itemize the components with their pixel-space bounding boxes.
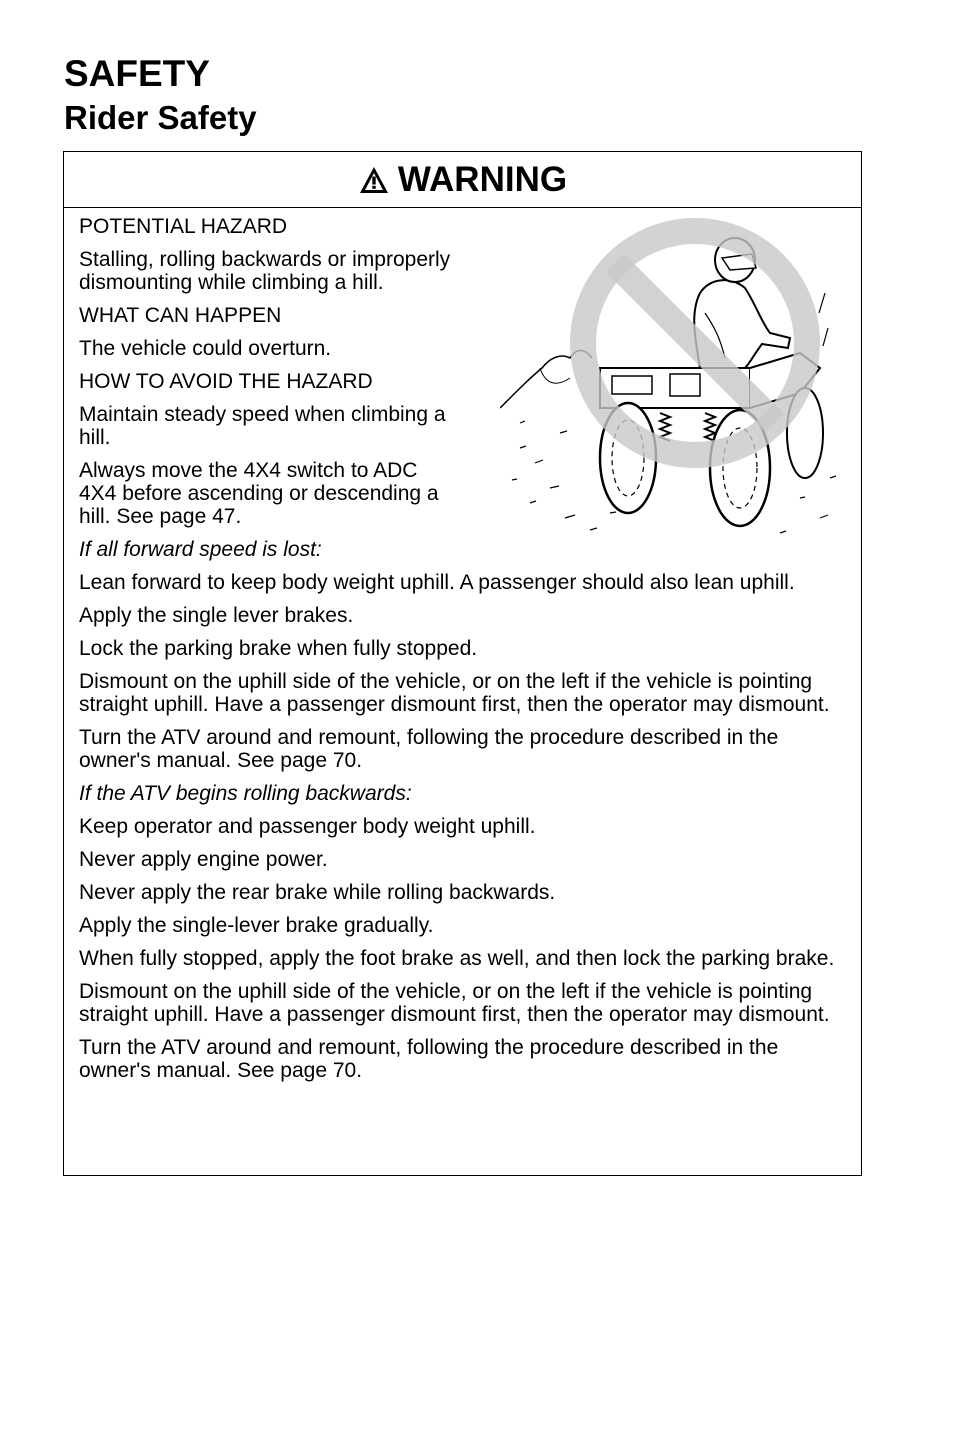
warning-paragraph: The vehicle could overturn. bbox=[79, 337, 332, 360]
warning-paragraph: Turn the ATV around and remount, following the procedure described in the owner's manual. See page 70. bbox=[79, 1036, 779, 1082]
warning-paragraph: Never apply the rear brake while rolling backwards. bbox=[79, 881, 556, 904]
warning-paragraph: If all forward speed is lost: bbox=[79, 538, 322, 561]
warning-paragraph: HOW TO AVOID THE HAZARD bbox=[79, 370, 373, 393]
page-title: SAFETY bbox=[64, 53, 210, 94]
warning-paragraph: Lean forward to keep body weight uphill. A passenger should also lean uphill. bbox=[79, 571, 795, 594]
warning-header bbox=[64, 152, 861, 208]
warning-paragraph: Dismount on the uphill side of the vehicle, or on the left if the vehicle is pointing straight uphill. Have a passenger dismount first, then the operator may dismount. bbox=[79, 980, 830, 1026]
section-subtitle: Rider Safety bbox=[64, 99, 257, 136]
warning-triangle-icon bbox=[358, 165, 390, 195]
warning-paragraph: Dismount on the uphill side of the vehicle, or on the left if the vehicle is pointing straight uphill. Have a passenger dismount first, then the operator may dismount. bbox=[79, 670, 830, 716]
warning-paragraph: Turn the ATV around and remount, following the procedure described in the owner's manual. See page 70. bbox=[79, 726, 779, 772]
warning-paragraph: Maintain steady speed when climbing a hill. bbox=[79, 403, 446, 449]
warning-paragraph: Always move the 4X4 switch to ADC 4X4 before ascending or descending a hill. See page 47. bbox=[79, 459, 439, 528]
warning-paragraph: When fully stopped, apply the foot brake as well, and then lock the parking brake. bbox=[79, 947, 835, 970]
warning-paragraph: If the ATV begins rolling backwards: bbox=[79, 782, 412, 805]
warning-paragraph: POTENTIAL HAZARD bbox=[79, 215, 288, 238]
hazard-description bbox=[79, 210, 851, 533]
warning-paragraph: Lock the parking brake when fully stopped. bbox=[79, 637, 478, 660]
warning-paragraph: Apply the single lever brakes. bbox=[79, 604, 354, 627]
warning-paragraph: Never apply engine power. bbox=[79, 848, 328, 871]
warning-paragraph: Stalling, rolling backwards or improperly dismounting while climbing a hill. bbox=[79, 248, 451, 294]
warning-content bbox=[79, 210, 851, 1087]
hazard-instructions bbox=[79, 533, 851, 1087]
warning-box bbox=[63, 151, 862, 1176]
warning-heading: WARNING bbox=[397, 159, 568, 199]
warning-paragraph: Keep operator and passenger body weight uphill. bbox=[79, 815, 536, 838]
warning-paragraph: Apply the single-lever brake gradually. bbox=[79, 914, 434, 937]
warning-paragraph: WHAT CAN HAPPEN bbox=[79, 304, 282, 327]
